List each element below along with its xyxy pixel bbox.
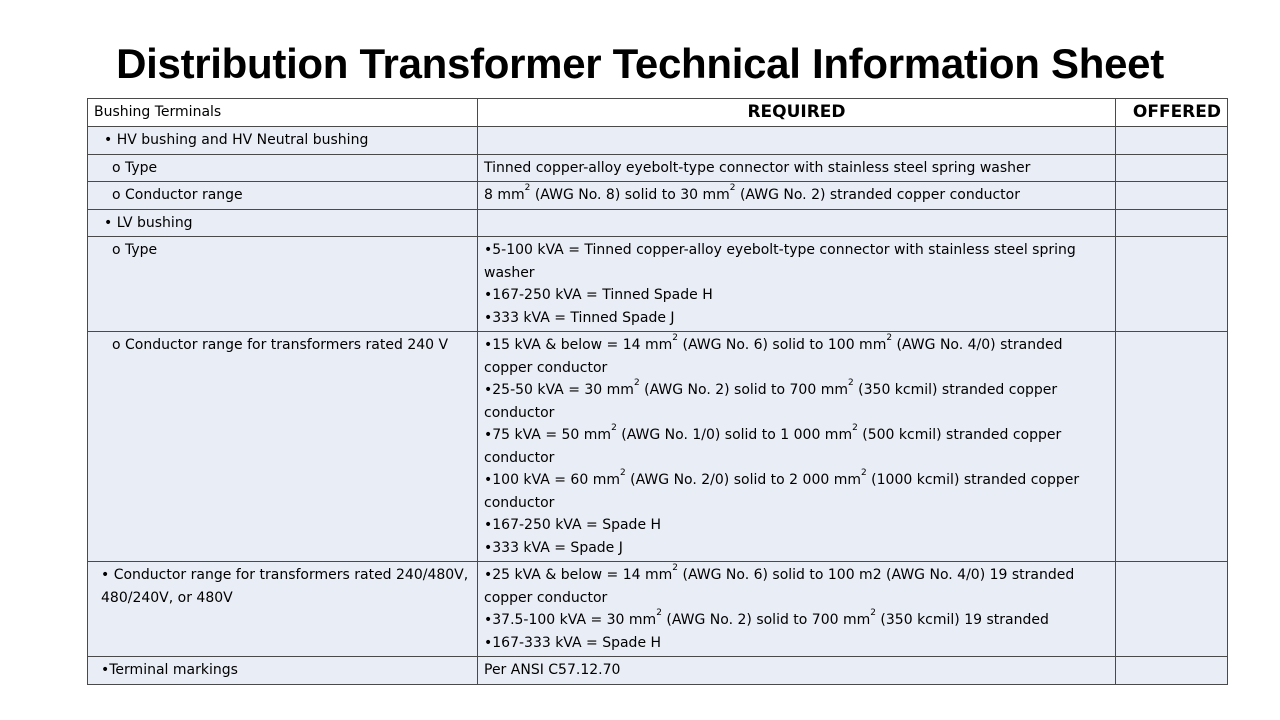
row-offered <box>1116 209 1228 237</box>
row-required: •5-100 kVA = Tinned copper-alloy eyebolt-type connector with stainless steel spring washer •167-250 kVA = Tinned Spade H •333 kVA = Tinned Spade J <box>478 237 1116 332</box>
row-label: • HV bushing and HV Neutral bushing <box>88 127 478 155</box>
table-row <box>88 182 1228 210</box>
row-label: •Terminal markings <box>88 657 478 685</box>
row-label: • Conductor range for transformers rated 240/480V, 480/240V, or 480V <box>88 562 478 657</box>
row-offered <box>1116 154 1228 182</box>
row-offered <box>1116 127 1228 155</box>
row-label: o Conductor range <box>88 182 478 210</box>
row-label: • LV bushing <box>88 209 478 237</box>
row-required <box>478 209 1116 237</box>
row-required: Per ANSI C57.12.70 <box>478 657 1116 685</box>
table-row <box>88 154 1228 182</box>
row-required: 8 $mm^2$ (AWG No. 8) solid to 30 $mm^2$ (AWG No. 2) stranded copper conductor <box>478 182 1116 210</box>
row-required <box>478 127 1116 155</box>
row-required: •15 kVA & below = 14 $mm^2$ (AWG No. 6) solid to 100 $mm^2$ (AWG No. 4/0) stranded copper conductor •25-50 kVA = 30 $mm^2$ (AWG No. 2) solid to 700 $mm^2$ (350 kcmil) stranded copper conductor •75 kVA = 50 $mm^2$ (AWG No. 1/0) solid to 1 000 $mm^2$ (500 kcmil) stranded copper conductor •100 kVA = 60 $mm^2$ (AWG No. 2/0) solid to 2 000 $mm^2$ (1000 kcmil) stranded copper conductor •167-250 kVA = Spade H •333 kVA = Spade J <box>478 332 1116 562</box>
table-row <box>88 237 1228 332</box>
header-label: Bushing Terminals <box>88 99 478 127</box>
row-label: o Conductor range for transformers rated 240 V <box>88 332 478 562</box>
row-offered <box>1116 237 1228 332</box>
row-label: o Type <box>88 154 478 182</box>
table-header-row <box>88 99 1228 127</box>
row-required: •25 kVA & below = 14 $mm^2$ (AWG No. 6) solid to 100 m2 (AWG No. 4/0) 19 stranded copper conductor •37.5-100 kVA = 30 $mm^2$ (AWG No. 2) solid to 700 $mm^2$ (350 kcmil) 19 stranded •167-333 kVA = Spade H <box>478 562 1116 657</box>
row-offered <box>1116 562 1228 657</box>
row-offered <box>1116 182 1228 210</box>
table-row <box>88 332 1228 562</box>
page-title: Distribution Transformer Technical Information Sheet <box>116 40 1164 87</box>
header-offered: OFFERED <box>1116 99 1228 127</box>
row-label: o Type <box>88 237 478 332</box>
table-row <box>88 127 1228 155</box>
technical-info-table <box>87 98 1228 685</box>
row-offered <box>1116 332 1228 562</box>
row-required: Tinned copper-alloy eyebolt-type connector with stainless steel spring washer <box>478 154 1116 182</box>
row-offered <box>1116 657 1228 685</box>
header-required: REQUIRED <box>478 99 1116 127</box>
table-row <box>88 657 1228 685</box>
table-row <box>88 209 1228 237</box>
table-row <box>88 562 1228 657</box>
